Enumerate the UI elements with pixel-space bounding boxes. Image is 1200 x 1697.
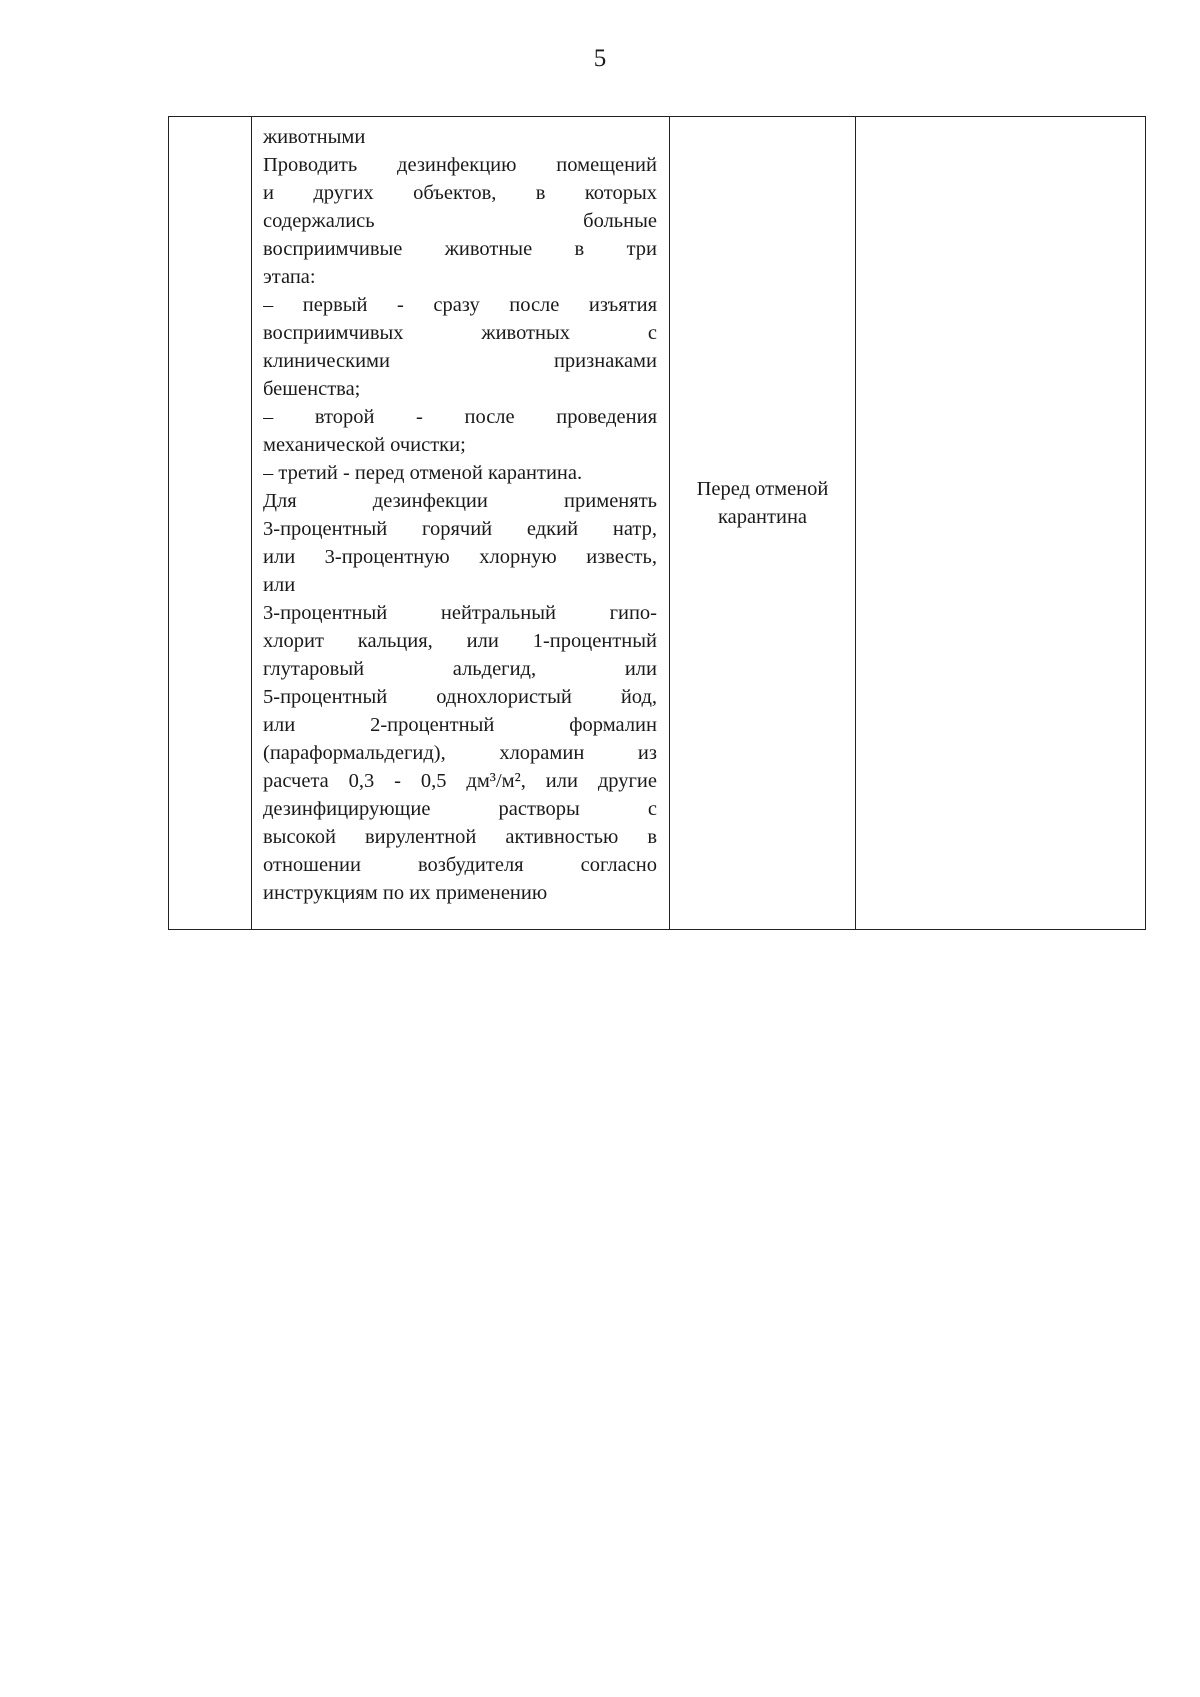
measure-line: 3-процентный нейтральный гипо- — [263, 602, 657, 624]
measure-line: 5-процентный однохлористый йод, — [263, 686, 657, 708]
page-number: 5 — [593, 45, 607, 72]
measure-line: – второй - после проведения — [263, 406, 657, 428]
measure-line: восприимчивых животных с — [263, 322, 657, 344]
measure-cell — [252, 117, 670, 929]
measure-line: 3-процентный горячий едкий натр, — [263, 518, 657, 540]
measure-line: этапа: — [263, 266, 316, 288]
measure-line: или 2-процентный формалин — [263, 714, 657, 736]
responsible-cell — [856, 117, 1145, 929]
measures-table — [168, 116, 1146, 930]
measure-line: или — [263, 574, 296, 596]
term-cell — [670, 117, 856, 929]
measure-line: дезинфицирующие растворы с — [263, 798, 657, 820]
measure-line: высокой вирулентной активностью в — [263, 826, 657, 848]
measure-line: содержались больные — [263, 210, 657, 232]
measure-line: восприимчивые животные в три — [263, 238, 657, 260]
row-number-cell — [169, 117, 252, 929]
measure-line: расчета 0,3 - 0,5 дм³/м², или другие — [263, 770, 657, 792]
measure-line: Для дезинфекции применять — [263, 490, 657, 512]
term-text: Перед отменой карантина — [696, 478, 829, 528]
measure-line: отношении возбудителя согласно — [263, 854, 657, 876]
measure-line: механической очистки; — [263, 434, 466, 456]
measure-line: или 3-процентную хлорную известь, — [263, 546, 657, 568]
measure-line: – первый - сразу после изъятия — [263, 294, 657, 316]
measure-line: (параформальдегид), хлорамин из — [263, 742, 657, 764]
measure-line: и других объектов, в которых — [263, 182, 657, 204]
measure-line: Проводить дезинфекцию помещений — [263, 154, 657, 176]
measure-line: клиническими признаками — [263, 350, 657, 372]
measure-line: животными — [263, 126, 366, 148]
measure-line: хлорит кальция, или 1-процентный — [263, 630, 657, 652]
measure-line: бешенства; — [263, 378, 361, 400]
measure-line: инструкциям по их применению — [263, 882, 548, 904]
measure-line: глутаровый альдегид, или — [263, 658, 657, 680]
measure-line: – третий - перед отменой карантина. — [263, 462, 583, 484]
